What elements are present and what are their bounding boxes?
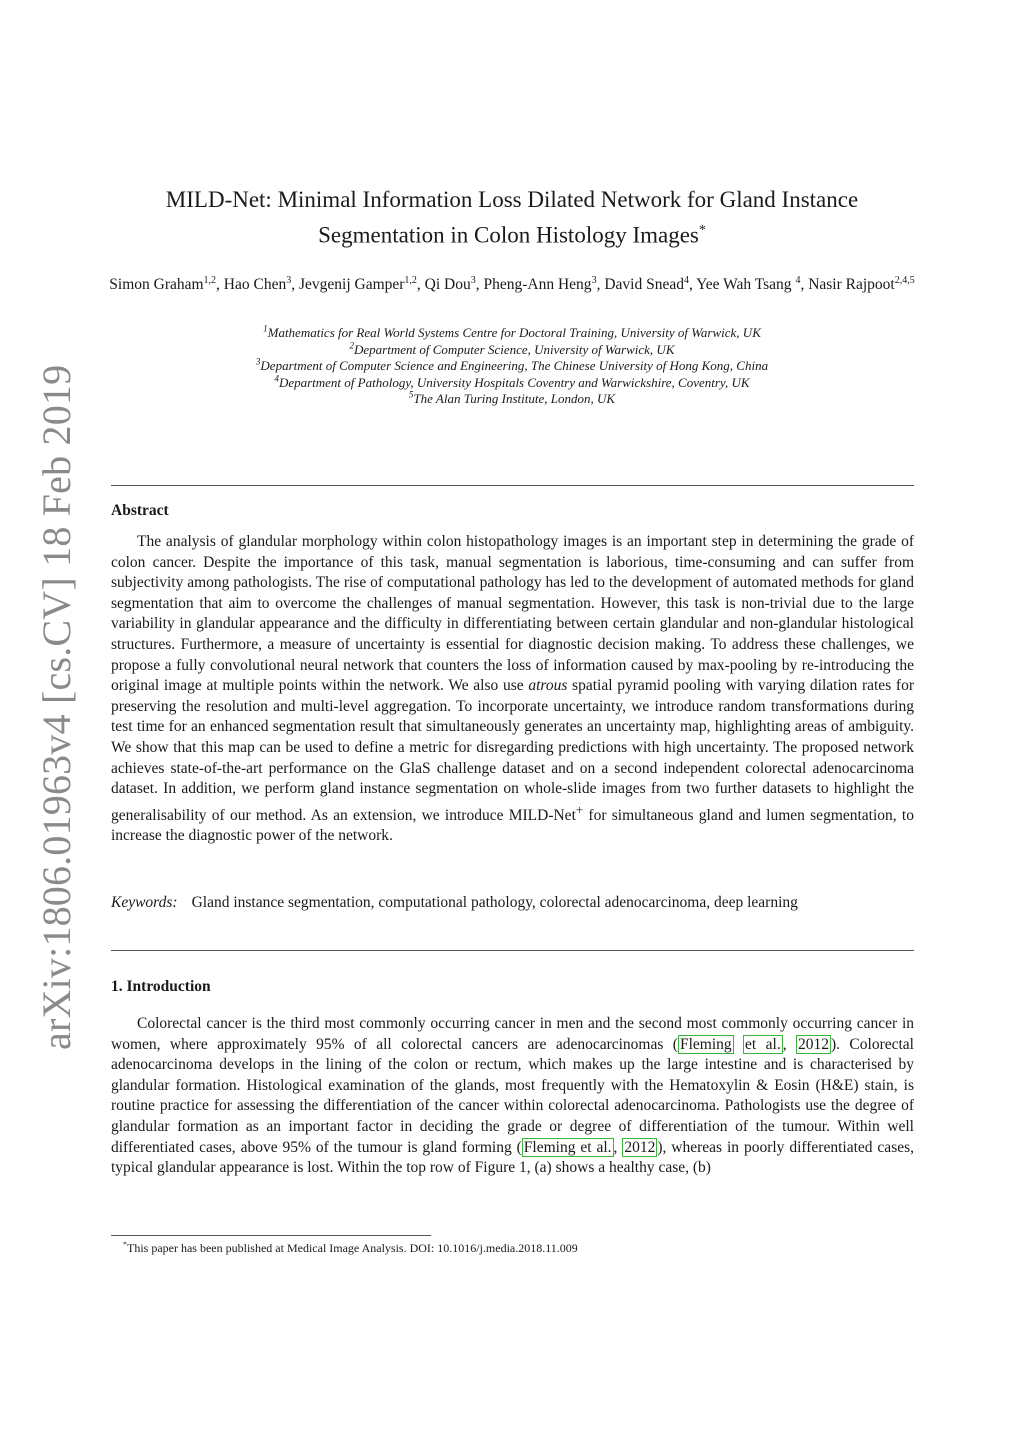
affiliation — [100, 325, 924, 342]
affiliation-text: Mathematics for Real World Systems Centre for Doctoral Training, University of Warwick, UK — [267, 325, 761, 340]
author-affil-marker: 3 — [470, 274, 476, 286]
affiliation-text: Department of Computer Science and Engineering, The Chinese University of Hong Kong, China — [260, 358, 769, 373]
author-separator: , — [800, 276, 809, 293]
intro-text-1: Colorectal cancer is the third most commonly occurring cancer in men and the second most commonly occurring cancer in women, where approximately 95% of all colorectal cancers are adenocarcinomas ( — [111, 1015, 914, 1053]
author-name: Jevgenij Gamper — [298, 276, 405, 293]
footnote-marker: * — [123, 1240, 127, 1249]
introduction-body — [111, 1014, 914, 1179]
affiliation-number: 1 — [263, 323, 268, 334]
abstract-heading: Abstract — [111, 502, 169, 519]
abstract-text-1: The analysis of glandular morphology within colon histopathology images is an important step in determining the grade of colon cancer. Despite the importance of this task, manual segmentation is laborious, time-consuming and can suffer from subjectivity among pathologists. The rise of computational pathology has led to the development of automated methods for gland segmentation that aim to overcome the challenges of manual segmentation. However, this task is non-trivial due to the large variability in glandular appearance and the difficulty in differentiating between certain glandular and non-glandular histological structures. Furthermore, a measure of uncertainty is essential for diagnostic decision making. To address these challenges, we propose a fully convolutional neural network that counters the loss of information caused by max-pooling by re-introducing the original image at multiple points within the network. We also use — [111, 533, 914, 695]
author-separator: , — [596, 276, 605, 293]
author-separator: , — [291, 276, 299, 293]
citation-link[interactable]: Fleming et al. — [523, 1138, 612, 1156]
author-affil-marker: 4 — [795, 274, 801, 286]
abstract-text-3: for simultaneous gland and lumen segmentation, to increase the diagnostic power of the network. — [111, 806, 914, 845]
author-affil-marker: 3 — [286, 274, 292, 286]
citation-year-link[interactable]: 2012 — [797, 1035, 829, 1053]
affiliation-number: 5 — [408, 389, 414, 400]
arxiv-stamp: arXiv:1806.01963v4 [cs.CV] 18 Feb 2019 — [34, 364, 79, 1050]
author-affil-marker: 1,2 — [404, 274, 417, 286]
keywords-label: Keywords: — [111, 894, 178, 911]
author-affil-marker: 1,2 — [203, 274, 217, 286]
author-affil-marker: 2,4,5 — [894, 274, 915, 286]
footnote-rule — [111, 1235, 431, 1236]
author-name: Yee Wah Tsang — [696, 276, 796, 293]
affiliation — [100, 375, 924, 392]
affiliation-text: The Alan Turing Institute, London, UK — [413, 391, 616, 406]
affiliation-number: 4 — [274, 373, 279, 384]
citation-link[interactable]: et al. — [745, 1035, 781, 1053]
intro-text-2: ). Colorectal adenocarcinoma develops in the lining of the colon or rectum, which makes up the large intestine and is characterised by glandular formation. Histological examination of the glands, most frequently with the Hematoxylin & Eosin (H&E) stain, is routine practice for assessing the differentiation of the cancer within colorectal adenocarcinoma. Pathologists use the degree of glandular formation as an important factor in deciding the grade or degree of differentiation of the tumour. Within well differentiated cases, above 95% of the tumour is gland forming ( — [111, 1035, 914, 1156]
abstract-italic-term: atrous — [528, 677, 568, 695]
keywords-text: Gland instance segmentation, computational pathology, colorectal adenocarcinoma, deep learning — [191, 894, 798, 911]
author-name: Hao Chen — [223, 276, 287, 293]
citation-year-link[interactable]: 2012 — [624, 1138, 656, 1156]
affiliation — [100, 358, 924, 375]
affiliation-number: 2 — [349, 340, 354, 351]
affiliation — [100, 342, 924, 359]
keywords — [111, 893, 914, 914]
citation-link[interactable]: Fleming — [679, 1035, 732, 1053]
affiliation-text: Department of Pathology, University Hospitals Coventry and Warwickshire, Coventry, UK — [278, 374, 750, 390]
citation-separator: , — [613, 1138, 623, 1156]
footnote-text: This paper has been published at Medical Image Analysis. DOI: 10.1016/j.media.2018.11.009 — [127, 1241, 578, 1255]
footnote — [123, 1240, 578, 1256]
affiliation-text: Department of Computer Science, University of Warwick, UK — [354, 341, 675, 357]
paper-title — [100, 184, 924, 251]
abstract-text-2: spatial pyramid pooling with varying dilation rates for preserving the resolution and multi-level aggregation. To incorporate uncertainty, we introduce random transformations during test time for an enhanced segmentation result that simultaneously generates an uncertainty map, highlighting areas of ambiguity. We show that this map can be used to define a metric for disregarding predictions with high uncertainty. The proposed network achieves state-of-the-art performance on the GlaS challenge dataset and on a second independent colorectal adenocarcinoma dataset. In addition, we perform gland instance segmentation on whole-slide images from two further datasets to highlight the generalisability of our method. As an extension, we introduce MILD-Net — [111, 677, 914, 824]
author-separator: , — [416, 276, 425, 293]
title-line-1: MILD-Net: Minimal Information Loss Dilated Network for Gland Instance — [165, 187, 859, 212]
author-separator: , — [688, 276, 697, 293]
affiliation-number: 3 — [255, 356, 261, 367]
title-line-2 — [100, 215, 924, 251]
author-list — [100, 274, 924, 295]
author-affil-marker: 3 — [591, 274, 597, 286]
author-name: Simon Graham — [109, 276, 204, 293]
title-line-2-text: Segmentation in Colon Histology Images — [318, 222, 699, 248]
title-footnote-marker: * — [698, 223, 706, 238]
author-name: Pheng-Ann Heng — [483, 276, 592, 293]
abstract-bottom-rule — [111, 950, 914, 951]
intro-text-3: ), whereas in poorly differentiated cases, typical glandular appearance is lost. Within the top row of Figure 1, (a) shows a healthy case, (b) — [111, 1138, 915, 1177]
affiliation-list — [100, 325, 924, 408]
affiliation — [100, 391, 924, 408]
author-separator: , — [216, 276, 224, 293]
abstract-body — [111, 532, 914, 847]
citation-separator: , — [782, 1035, 796, 1053]
author-name: Qi Dou — [424, 276, 471, 293]
abstract-superscript: + — [575, 801, 584, 817]
author-affil-marker: 4 — [683, 274, 689, 286]
section-heading-introduction: 1. Introduction — [111, 978, 211, 995]
author-separator: , — [475, 276, 484, 293]
author-name: Nasir Rajpoot — [808, 276, 895, 293]
abstract-top-rule — [111, 485, 914, 486]
author-name: David Snead — [604, 276, 684, 293]
